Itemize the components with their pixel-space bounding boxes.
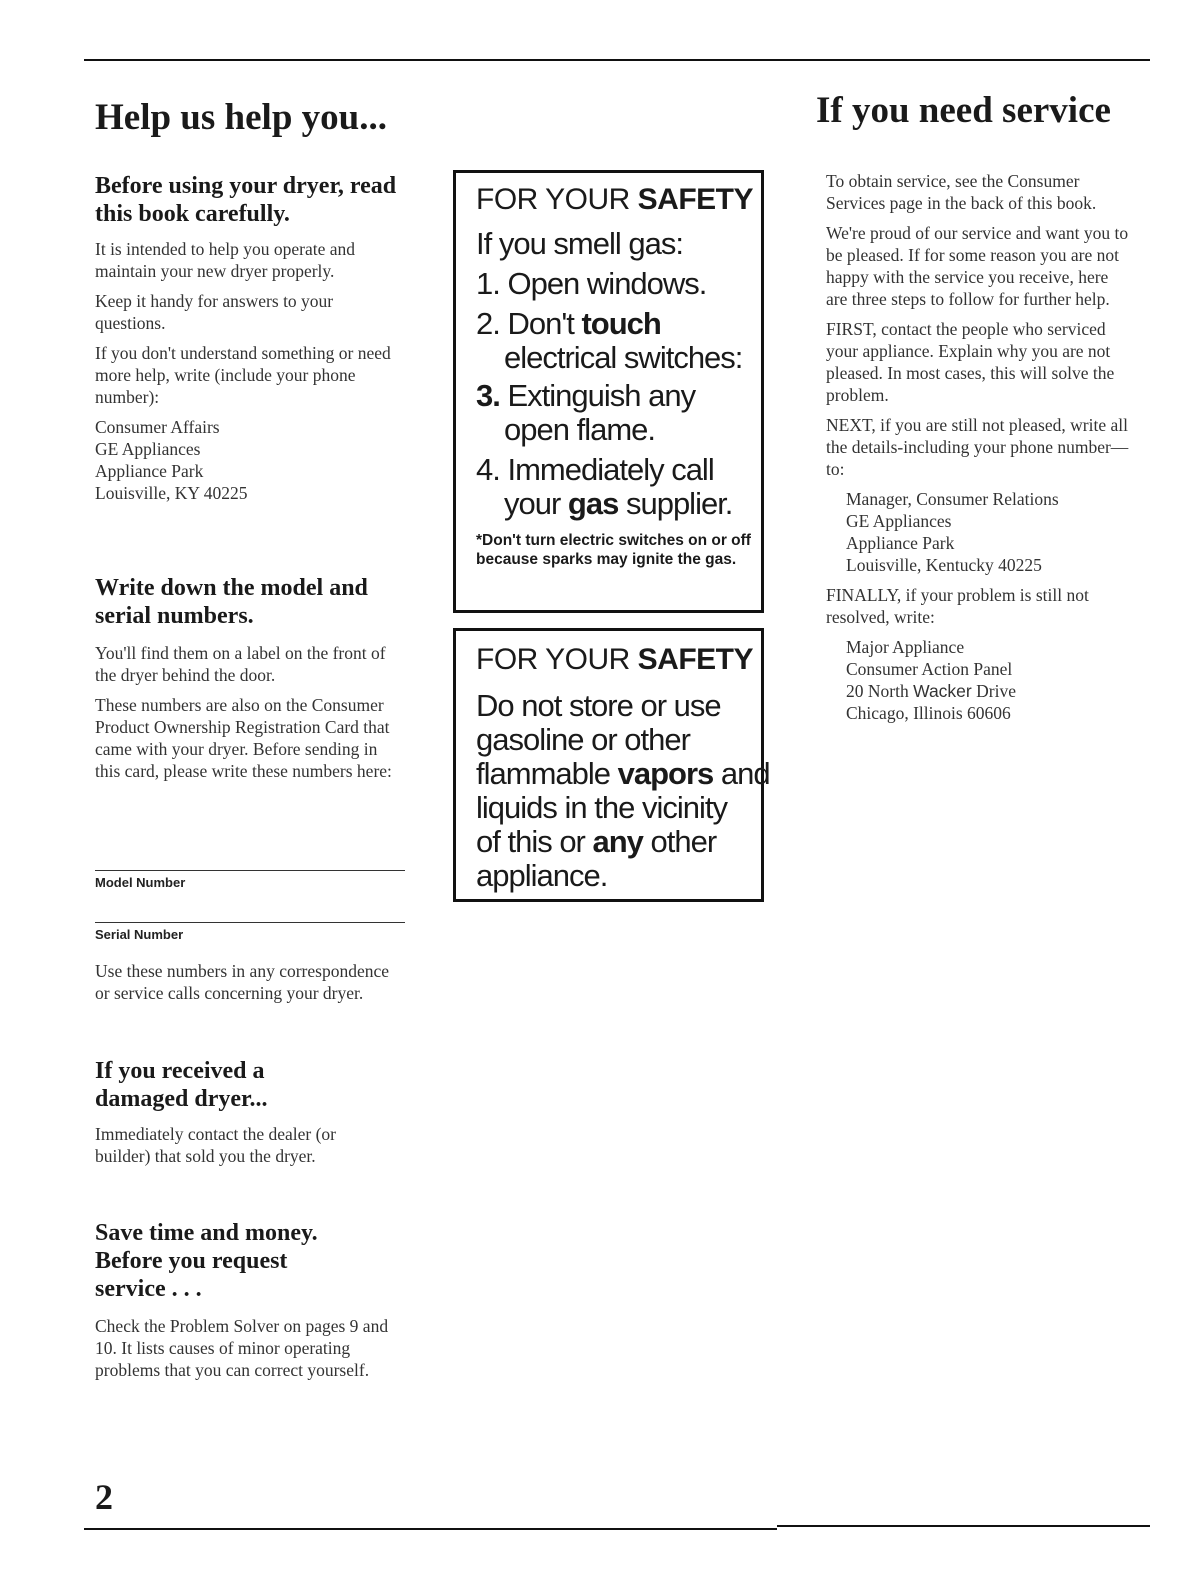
safety-header-2: FOR YOUR SAFETY <box>476 643 753 676</box>
heading-save-time-2: Before you request <box>95 1248 288 1274</box>
right-page-title: If you need service <box>816 90 1111 131</box>
intro-paragraph: It is intended to help you operate and maintain your new dryer properly. <box>95 239 355 281</box>
finally-paragraph: FINALLY, if your problem is still not resolved, write: <box>826 585 1089 627</box>
action-panel-address: Major Appliance Consumer Action Panel 20 North Wacker Drive Chicago, Illinois 60606 <box>846 637 1016 723</box>
damaged-paragraph: Immediately contact the dealer (or builder) that sold you the dryer. <box>95 1124 336 1166</box>
top-rule <box>84 59 1150 61</box>
storage-line-1: Do not store or use <box>476 688 721 723</box>
step-open-windows: 1. Open windows. <box>476 266 707 301</box>
proud-paragraph: We're proud of our service and want you to be pleased. If for some reason you are not happy with the service you receive, here are three steps to follow for further help. <box>826 223 1129 309</box>
consumer-relations-address: Manager, Consumer Relations GE Appliances Appliance Park Louisville, Kentucky 40225 <box>846 489 1059 575</box>
registration-card-paragraph: These numbers are also on the Consumer Product Ownership Registration Card that came with your dryer. Before sending in this card, please write these numbers here: <box>95 695 392 781</box>
step-dont-touch-cont: electrical switches: <box>504 340 743 375</box>
model-number-label: Model Number <box>95 875 186 890</box>
problem-solver-paragraph: Check the Problem Solver on pages 9 and 10. It lists causes of minor operating problems that you can correct yourself. <box>95 1316 389 1380</box>
page-number: 2 <box>95 1477 113 1517</box>
storage-line-3: flammable vapors and <box>476 756 770 791</box>
safety-box-gas <box>453 170 764 613</box>
step-extinguish-cont: open flame. <box>504 412 655 447</box>
bottom-rule-right <box>777 1525 1150 1527</box>
step-call-cont: your gas supplier. <box>504 486 733 521</box>
section-service <box>826 170 1130 724</box>
serial-number-label: Serial Number <box>95 927 184 942</box>
step-dont-touch: 2. Don't touch <box>476 306 661 341</box>
section-model-serial <box>95 574 405 790</box>
smell-gas-line: If you smell gas: <box>476 226 683 261</box>
heading-model-serial: Write down the model and serial numbers. <box>95 575 368 629</box>
step-call: 4. Immediately call <box>476 452 714 487</box>
section-damaged-dryer <box>95 1057 405 1167</box>
heading-before-using: Before using your dryer, read this book carefully. <box>95 173 397 227</box>
safety-header: FOR YOUR SAFETY <box>476 183 753 216</box>
next-paragraph: NEXT, if you are still not pleased, write all the details-including your phone number—to: <box>826 415 1129 479</box>
storage-line-6: appliance. <box>476 858 608 893</box>
storage-line-4: liquids in the vicinity <box>476 790 727 825</box>
section-before-using <box>95 172 405 504</box>
use-numbers-paragraph: Use these numbers in any correspondence or service calls concerning your dryer. <box>95 961 389 1003</box>
bottom-rule-left <box>84 1528 777 1530</box>
consumer-affairs-address: Consumer Affairs GE Appliances Appliance Park Louisville, KY 40225 <box>95 417 248 503</box>
heading-damaged-dryer: If you received a damaged dryer... <box>95 1058 268 1112</box>
storage-line-2: gasoline or other <box>476 722 690 757</box>
section-save-time <box>95 1219 405 1381</box>
step-extinguish: 3. Extinguish any <box>476 378 696 413</box>
storage-line-5: of this or any other <box>476 824 717 859</box>
write-paragraph: If you don't understand something or need more help, write (include your phone number): <box>95 343 391 407</box>
label-location-paragraph: You'll find them on a label on the front of the dryer behind the door. <box>95 643 386 685</box>
heading-save-time-1: Save time and money. <box>95 1220 318 1246</box>
first-paragraph: FIRST, contact the people who serviced your appliance. Explain why you are not pleased. In most cases, this will solve the problem. <box>826 319 1115 405</box>
obtain-service-paragraph: To obtain service, see the Consumer Services page in the back of this book. <box>826 171 1097 213</box>
keep-handy-paragraph: Keep it handy for answers to your questions. <box>95 291 334 333</box>
left-page-title: Help us help you... <box>95 97 387 138</box>
safety-box-storage <box>453 628 770 902</box>
heading-save-time-3: service . . . <box>95 1276 202 1302</box>
safety-note: *Don't turn electric switches on or off because sparks may ignite the gas. <box>476 532 751 568</box>
